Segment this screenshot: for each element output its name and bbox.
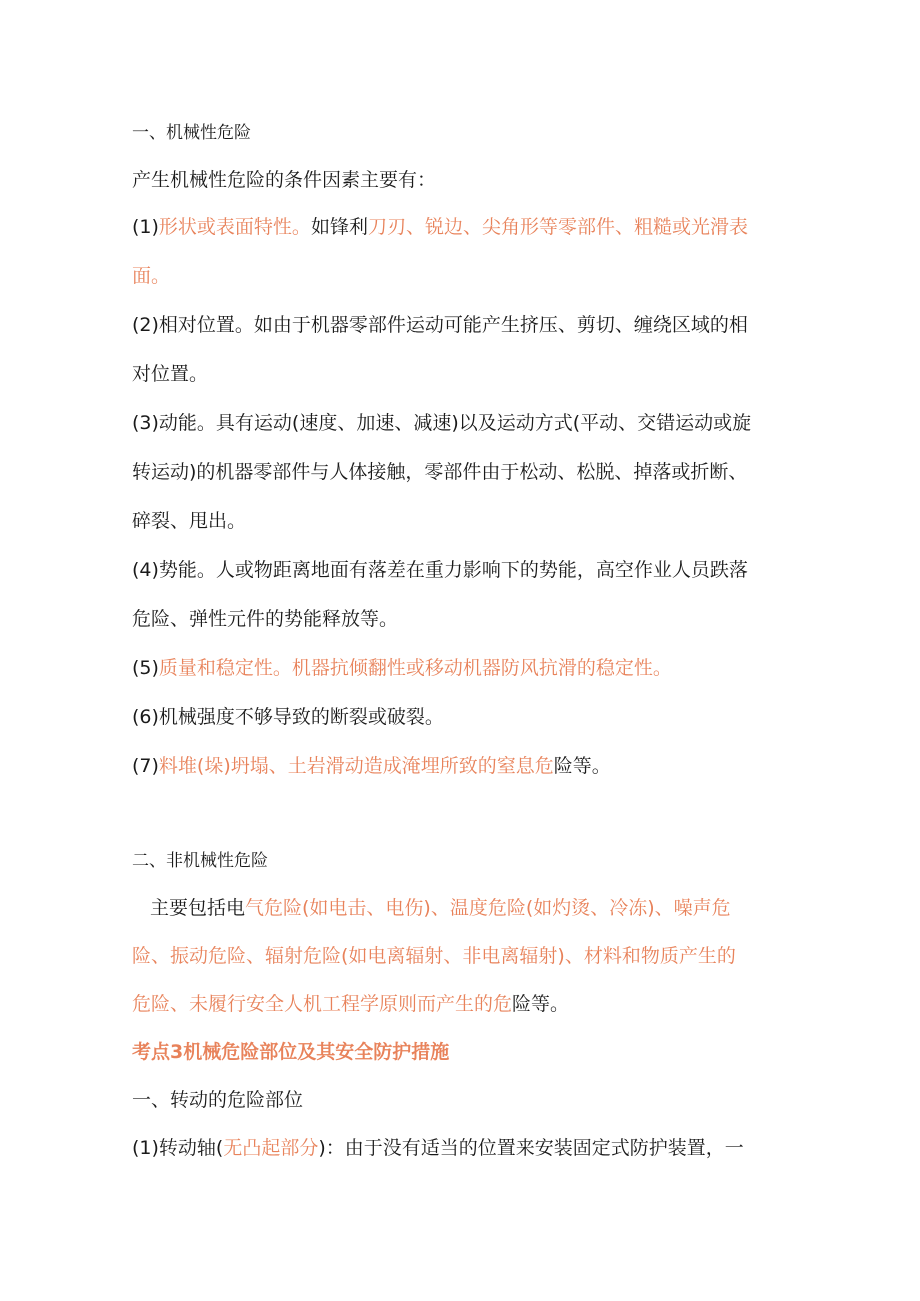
item-4-line-2 xyxy=(132,607,802,631)
highlight-text: 险、振动危险、辐射危险(如电离辐射、非电离辐射)、材料和物质产生的 xyxy=(132,945,736,967)
item-3-line-1 xyxy=(132,411,802,435)
item-2-line-1 xyxy=(132,313,802,337)
non-mechanical-line-1 xyxy=(150,896,820,920)
item-3-line-2 xyxy=(132,460,802,484)
item-4-line-1 xyxy=(132,558,802,582)
body-text: )：由于没有适当的位置来安装固定式防护装置，一 xyxy=(318,1137,744,1159)
highlight-text: 刀刃、锐边、尖角形等零部件、粗糙或光滑表 xyxy=(367,216,748,238)
item-3-line-3 xyxy=(132,509,802,533)
body-text: (1)转动轴( xyxy=(132,1137,224,1159)
section-heading-non-mechanical-hazards xyxy=(132,849,802,873)
body-text: 对位置。 xyxy=(132,363,209,385)
body-text: (2)相对位置。如由于机器零部件运动可能产生挤压、剪切、缠绕区域的相 xyxy=(132,314,748,336)
exam-point-text: 考点3机械危险部位及其安全防护措施 xyxy=(132,1041,450,1063)
item-1-line-1 xyxy=(132,215,802,239)
highlight-text: 料堆(垛)坍塌、土岩滑动造成淹埋所致的窒息危 xyxy=(158,755,554,777)
non-mechanical-line-2 xyxy=(132,944,802,968)
body-text: 主要包括电 xyxy=(150,897,246,919)
exam-point-title xyxy=(132,1040,802,1064)
highlight-text: 气危险(如电击、电伤)、温度危险(如灼烫、冷冻)、噪声危 xyxy=(245,897,731,919)
heading-text: 一、机械性危险 xyxy=(132,123,251,143)
non-mechanical-line-3 xyxy=(132,992,802,1016)
body-text: 危险、弹性元件的势能释放等。 xyxy=(132,608,399,630)
highlight-text: 危险、未履行安全人机工程学原则而产生的危 xyxy=(132,993,513,1015)
highlight-text: 面。 xyxy=(132,265,171,287)
item-5 xyxy=(132,656,802,680)
body-text: 险等。 xyxy=(553,755,611,777)
intro-text: 产生机械性危险的条件因素主要有： xyxy=(132,169,437,191)
item-1-line-2 xyxy=(132,264,802,288)
body-text: (3)动能。具有运动(速度、加速、减速)以及运动方式(平动、交错运动或旋 xyxy=(132,412,752,434)
heading-text: 一、转动的危险部位 xyxy=(132,1089,304,1111)
intro-paragraph xyxy=(132,168,802,192)
highlight-text: 无凸起部分 xyxy=(223,1137,319,1159)
item-number: (1) xyxy=(132,216,159,238)
heading-text: 二、非机械性危险 xyxy=(132,851,268,871)
item-6 xyxy=(132,705,802,729)
section-heading-mechanical-hazards xyxy=(132,121,802,145)
highlight-text: 形状或表面特性。 xyxy=(158,216,311,238)
body-text: 如锋利 xyxy=(310,216,368,238)
body-text: 碎裂、甩出。 xyxy=(132,510,247,532)
rotating-item-1 xyxy=(132,1136,802,1160)
body-text: 转运动)的机器零部件与人体接触，零部件由于松动、松脱、掉落或折断、 xyxy=(132,461,748,483)
item-2-line-2 xyxy=(132,362,802,386)
item-7 xyxy=(132,754,802,778)
body-text: 险等。 xyxy=(512,993,570,1015)
section-heading-rotating-parts xyxy=(132,1088,802,1112)
item-number: (5) xyxy=(132,657,159,679)
body-text: (6)机械强度不够导致的断裂或破裂。 xyxy=(132,706,444,728)
highlight-text: 质量和稳定性。机器抗倾翻性或移动机器防风抗滑的稳定性。 xyxy=(158,657,672,679)
item-number: (7) xyxy=(132,755,159,777)
body-text: (4)势能。人或物距离地面有落差在重力影响下的势能，高空作业人员跌落 xyxy=(132,559,748,581)
